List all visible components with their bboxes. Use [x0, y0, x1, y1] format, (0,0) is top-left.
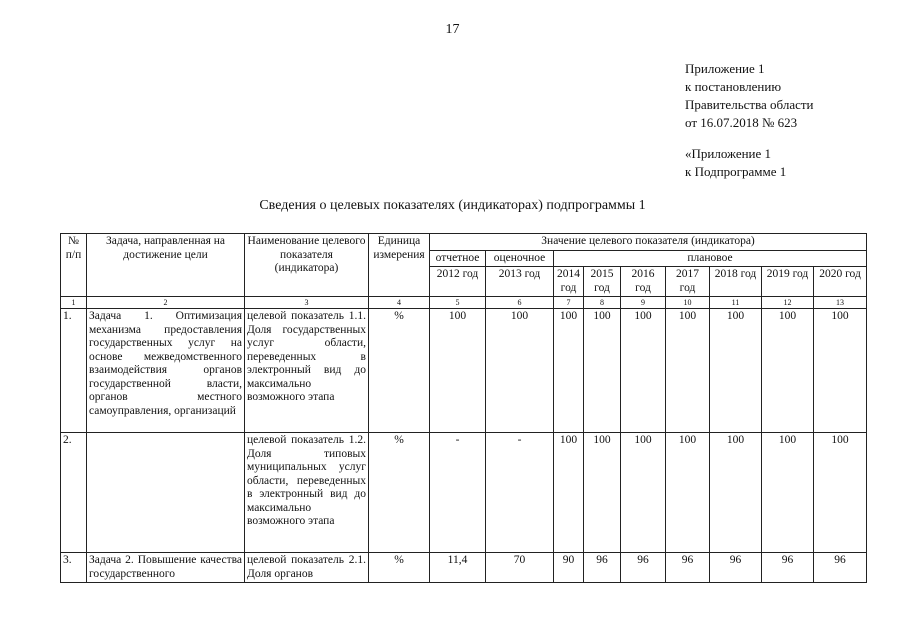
page-number: 17 [445, 22, 460, 37]
column-number: 1 [61, 297, 87, 309]
header-year: 2019 год [762, 267, 814, 297]
header-year: 2013 год [486, 267, 554, 297]
column-number-row [61, 297, 867, 309]
row-unit: % [369, 309, 430, 433]
header-year: 2016 год [621, 267, 666, 297]
approval-block [685, 60, 814, 132]
row-indicator: целевой показатель 1.1. Доля государственных услуг области, переведенных в электронный вид до максимально возможного этапа [245, 309, 369, 433]
header-unit: Единица измерения [369, 234, 430, 297]
approval-line: к постановлению [685, 79, 782, 94]
row-value: 100 [666, 309, 710, 433]
row-value: 96 [814, 553, 867, 583]
column-number: 9 [621, 297, 666, 309]
row-value: 100 [710, 433, 762, 553]
header-year: 2014 год [554, 267, 584, 297]
header-planned: плановое [554, 250, 867, 267]
column-number: 2 [87, 297, 245, 309]
row-value: 96 [621, 553, 666, 583]
appendix-line: «Приложение 1 [685, 146, 772, 161]
row-unit: % [369, 553, 430, 583]
header-year: 2018 год [710, 267, 762, 297]
row-num: 2. [61, 433, 87, 553]
row-num: 3. [61, 553, 87, 583]
header-indicator: Наименование целевого показателя (индикатора) [245, 234, 369, 297]
row-value: 100 [584, 309, 621, 433]
row-value: 96 [762, 553, 814, 583]
row-value: 96 [710, 553, 762, 583]
table-row [61, 309, 867, 433]
approval-line: Правительства области [685, 97, 814, 112]
row-value: 100 [814, 433, 867, 553]
table-row [61, 433, 867, 553]
row-value: 100 [621, 309, 666, 433]
column-number: 5 [430, 297, 486, 309]
approval-line: Приложение 1 [685, 61, 765, 76]
column-number: 8 [584, 297, 621, 309]
row-value: 96 [666, 553, 710, 583]
column-number: 4 [369, 297, 430, 309]
row-value: 100 [762, 433, 814, 553]
row-value: 90 [554, 553, 584, 583]
row-value: 100 [621, 433, 666, 553]
row-value: 100 [554, 433, 584, 553]
row-value: - [486, 433, 554, 553]
row-task: Задача 2. Повышение качества государственного [87, 553, 245, 583]
document-title: Сведения о целевых показателях (индикаторах) подпрограммы 1 [259, 198, 646, 213]
header-year: 2020 год [814, 267, 867, 297]
header-value-group: Значение целевого показателя (индикатора) [430, 234, 867, 251]
row-unit: % [369, 433, 430, 553]
row-value: 70 [486, 553, 554, 583]
header-year: 2015 год [584, 267, 621, 297]
row-indicator: целевой показатель 2.1. Доля органов [245, 553, 369, 583]
header-task: Задача, направленная на достижение цели [87, 234, 245, 297]
row-value: 100 [430, 309, 486, 433]
row-value: - [430, 433, 486, 553]
header-num: № п/п [61, 234, 87, 297]
column-number: 13 [814, 297, 867, 309]
row-value: 11,4 [430, 553, 486, 583]
header-reported: отчетное [430, 250, 486, 267]
header-year: 2012 год [430, 267, 486, 297]
header-estimated: оценочное [486, 250, 554, 267]
row-num: 1. [61, 309, 87, 433]
row-value: 100 [814, 309, 867, 433]
column-number: 3 [245, 297, 369, 309]
row-value: 100 [554, 309, 584, 433]
appendix-line: к Подпрограмме 1 [685, 164, 787, 179]
column-number: 12 [762, 297, 814, 309]
header-row [61, 234, 867, 251]
approval-line: от 16.07.2018 № 623 [685, 115, 798, 130]
column-number: 7 [554, 297, 584, 309]
indicators-table [60, 233, 867, 583]
column-number: 6 [486, 297, 554, 309]
row-value: 96 [584, 553, 621, 583]
row-value: 100 [584, 433, 621, 553]
row-task: Задача 1. Оптимизация механизма предоставления государственных услуг на основе межведомственного взаимодействия органов государственной власти, органов местного самоуправления, организаций [87, 309, 245, 433]
row-value: 100 [666, 433, 710, 553]
row-value: 100 [762, 309, 814, 433]
column-number: 11 [710, 297, 762, 309]
row-value: 100 [710, 309, 762, 433]
header-year: 2017 год [666, 267, 710, 297]
row-value: 100 [486, 309, 554, 433]
row-task [87, 433, 245, 553]
table-row [61, 553, 867, 583]
column-number: 10 [666, 297, 710, 309]
row-indicator: целевой показатель 1.2. Доля типовых муниципальных услуг области, переведенных в электронный вид до максимально возможного этапа [245, 433, 369, 553]
appendix-reference-block [685, 145, 786, 181]
